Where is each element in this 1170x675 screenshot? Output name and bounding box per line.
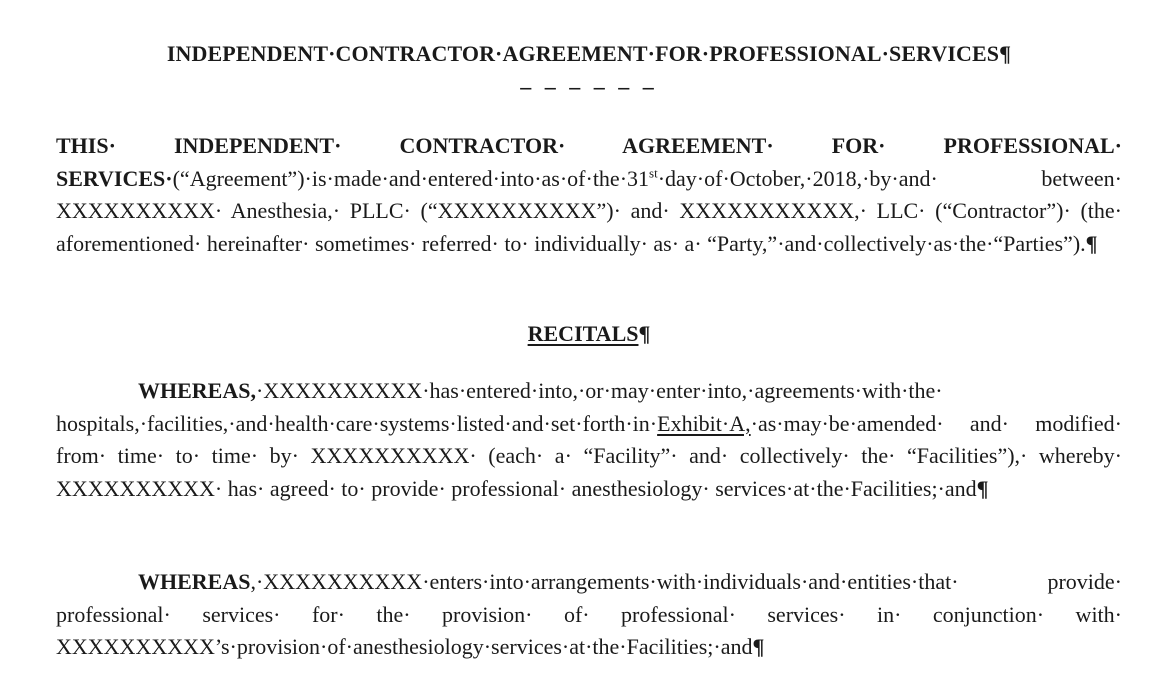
whereas-1-text-a: ·XXXXXXXXXX·has·entered·into,·or·may·enter·into,·agreements·with·the· hospitals,·facilities,·and·health·care·systems·listed·and·set·forth·in·	[56, 378, 943, 436]
paragraph-mark: ¶	[999, 41, 1012, 66]
title-text: INDEPENDENT·CONTRACTOR·AGREEMENT·FOR·PROFESSIONAL·SERVICES	[166, 41, 1000, 66]
whereas-1-text-b: ·as·may·be·amended· and· modified· from· time· to· time· by· XXXXXXXXXX· (each· a· “Facility”· and· collectively· the· “Facilities”),· whereby· XXXXXXXXXX· has· agreed· to· provide· professional· anesthesiology· services·at·the·Facilities;·and	[56, 410, 1122, 501]
whereas-paragraph-2	[56, 566, 1122, 664]
whereas-paragraph-1	[56, 375, 1122, 505]
whereas-lead: WHEREAS,	[138, 378, 256, 403]
intro-lead: THIS· INDEPENDENT· CONTRACTOR· AGREEMENT· FOR· PROFESSIONAL· SERVICES·	[56, 133, 1122, 191]
intro-text-a: (“Agreement”)·is·made·and·entered·into·as·of·the·31	[172, 165, 650, 191]
paragraph-mark: ¶	[638, 321, 651, 346]
whereas-2-text: ,·XXXXXXXXXX·enters·into·arrangements·with·individuals·and·entities·that· provide· professional· services· for· the· provision· of· professional· services· in· conjunction· with· XXXXXXXXXX’s·provision·of·anesthesiology·services·at·the·Facilities;·and	[56, 569, 1122, 660]
intro-paragraph	[56, 130, 1122, 260]
paragraph-mark: ¶	[976, 475, 989, 501]
paragraph-mark: ¶	[1085, 230, 1098, 256]
intro-text-b: ·day·of·October,·2018,·by·and· between· XXXXXXXXXX· Anesthesia,· PLLC· (“XXXXXXXXXX”)· and· XXXXXXXXXXX,· LLC· (“Contractor”)· (the· aforementioned· hereinafter· sometimes· referred· to· individually· as· a· “Party,”·and·collectively·as·the·“Parties”).	[56, 165, 1122, 256]
whereas-lead: WHEREAS	[138, 569, 251, 594]
agreement-title	[56, 40, 1122, 68]
title-separator: – – – – – –	[520, 74, 658, 99]
document-page	[56, 0, 1122, 675]
exhibit-a-reference: Exhibit·A,	[657, 410, 751, 436]
ordinal-suffix: st	[649, 165, 658, 181]
recitals-heading	[56, 318, 1122, 350]
recitals-heading-text: RECITALS	[527, 321, 639, 346]
paragraph-mark: ¶	[752, 634, 765, 660]
